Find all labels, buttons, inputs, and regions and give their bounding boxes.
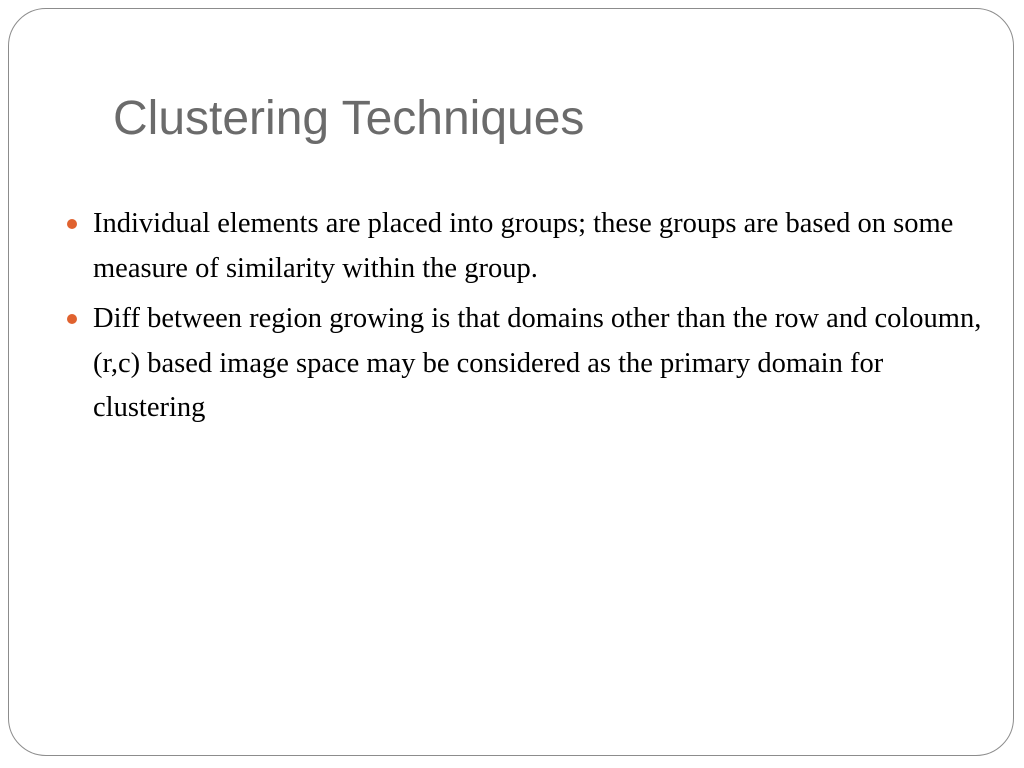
bullet-text: Diff between region growing is that domains other than the row and coloumn, (r,c) based image space may be considered as the primary domain for clustering [93,303,982,423]
bullet-item [63,297,983,431]
slide [8,8,1014,756]
bullet-item [63,202,983,291]
slide-title: Clustering Techniques [113,92,585,145]
bullet-dot-icon [67,314,77,324]
bullet-list [63,202,983,437]
bullet-dot-icon [67,219,77,229]
bullet-text: Individual elements are placed into groups; these groups are based on some measure of similarity within the group. [93,208,954,284]
